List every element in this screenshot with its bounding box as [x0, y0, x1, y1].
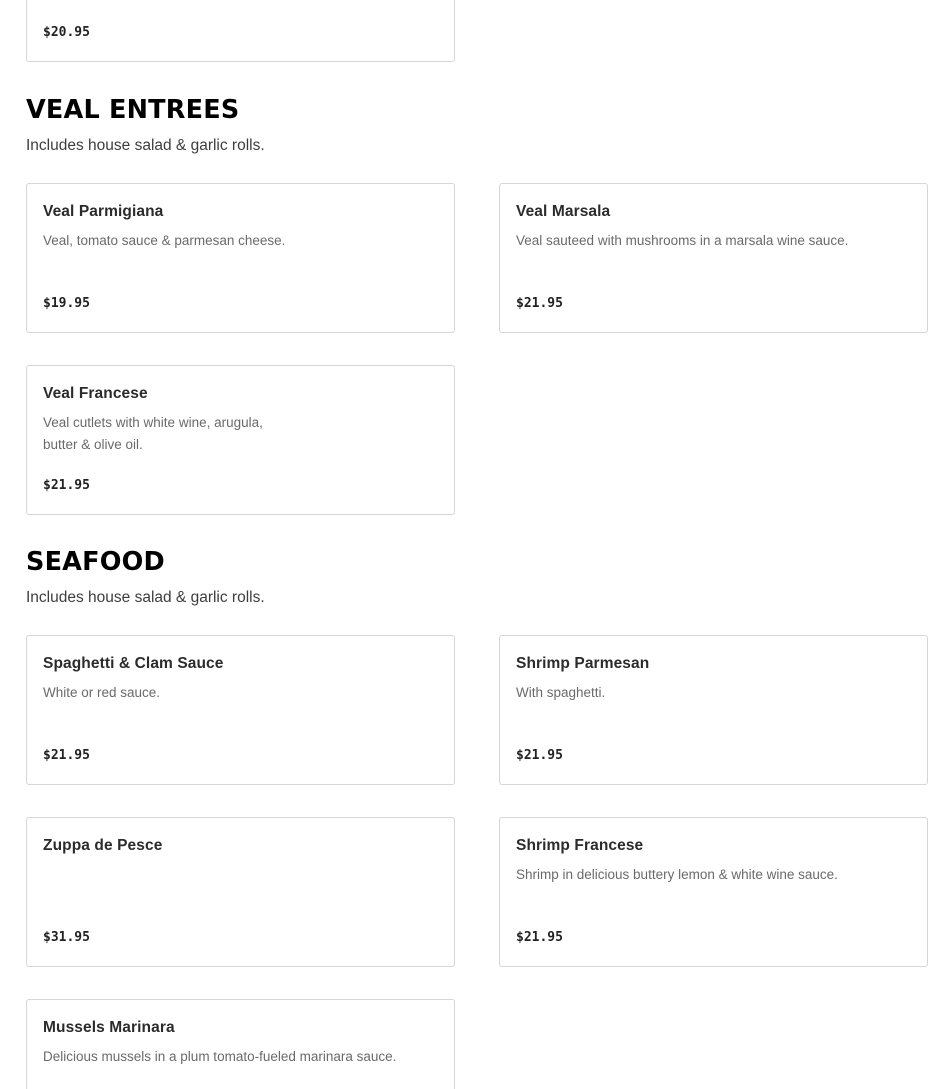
item-name: Mussels Marinara [43, 1019, 175, 1036]
item-price: $31.95 [43, 930, 90, 945]
item-price: $20.95 [43, 25, 90, 40]
menu-item-card[interactable] [26, 817, 455, 967]
menu-item-card[interactable] [499, 183, 928, 333]
item-description [43, 412, 438, 456]
item-description-line: butter & olive oil. [43, 437, 143, 452]
item-description: Shrimp in delicious buttery lemon & white wine sauce. [516, 867, 838, 882]
section-note: Includes house salad & garlic rolls. [26, 589, 265, 606]
item-price: $19.95 [43, 296, 90, 311]
item-description: With spaghetti. [516, 685, 606, 700]
menu-item-card[interactable] [26, 635, 455, 785]
menu-item-card[interactable] [499, 635, 928, 785]
item-price: $21.95 [43, 748, 90, 763]
item-price: $21.95 [516, 748, 563, 763]
item-description: Delicious mussels in a plum tomato-fueled marinara sauce. [43, 1049, 397, 1064]
item-name: Zuppa de Pesce [43, 837, 163, 854]
menu-item-card[interactable] [499, 817, 928, 967]
item-description: Veal, tomato sauce & parmesan cheese. [43, 233, 286, 248]
item-description-line: Veal cutlets with white wine, arugula, [43, 415, 263, 430]
section-title: SEAFOOD [26, 547, 165, 577]
menu-item-card[interactable] [26, 183, 455, 333]
item-name: Spaghetti & Clam Sauce [43, 655, 224, 672]
item-name: Veal Parmigiana [43, 203, 164, 220]
item-description: Veal sauteed with mushrooms in a marsala wine sauce. [516, 233, 849, 248]
menu-item-card[interactable] [26, 365, 455, 515]
item-price: $21.95 [516, 930, 563, 945]
item-description: White or red sauce. [43, 685, 161, 700]
item-name: Veal Francese [43, 385, 148, 402]
section-note: Includes house salad & garlic rolls. [26, 137, 265, 154]
menu-item-card[interactable] [26, 999, 455, 1089]
item-price: $21.95 [43, 478, 90, 493]
item-price: $21.95 [516, 296, 563, 311]
section-title: VEAL ENTREES [26, 95, 240, 125]
item-name: Veal Marsala [516, 203, 611, 220]
item-name: Shrimp Parmesan [516, 655, 650, 672]
item-name: Shrimp Francese [516, 837, 644, 854]
menu-item-card[interactable] [26, 0, 455, 62]
